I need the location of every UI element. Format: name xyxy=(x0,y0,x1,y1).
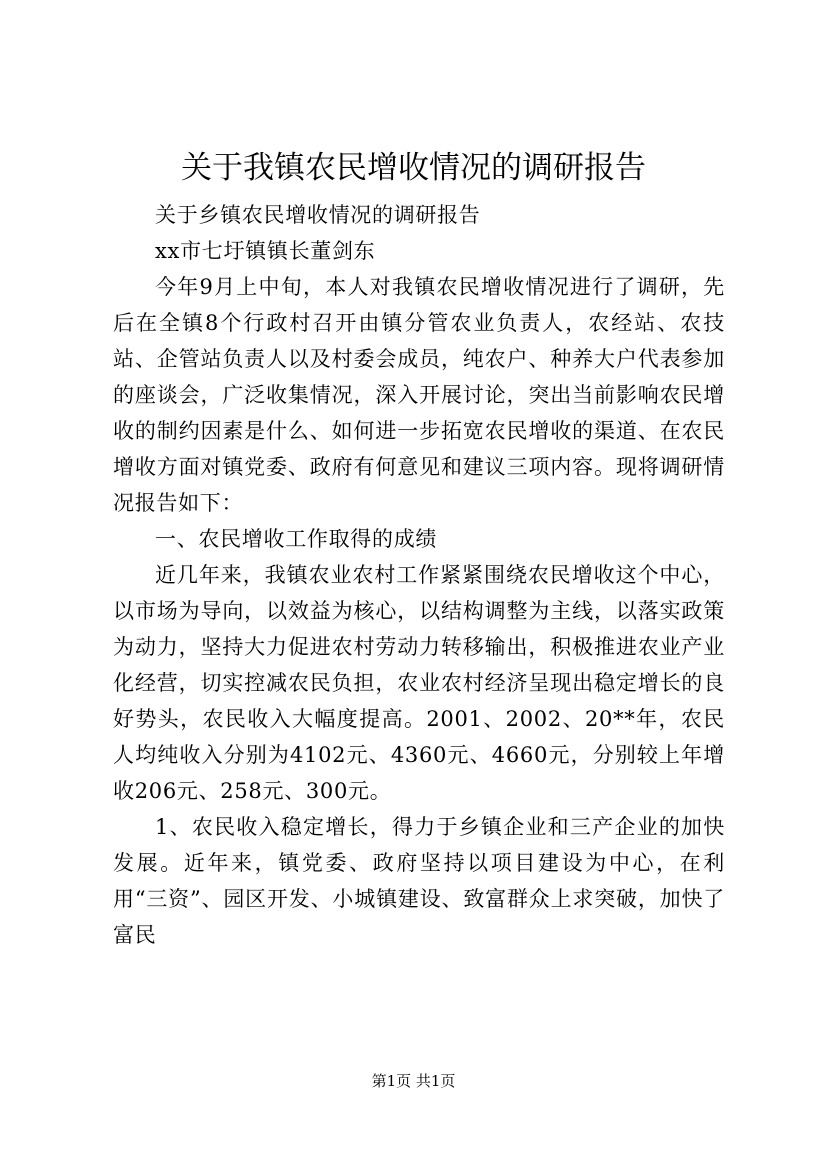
document-body xyxy=(113,197,725,953)
section-heading: 一、农民增收工作取得的成绩 xyxy=(155,527,438,551)
paragraph-achievements: 近几年来，我镇农业农村工作紧紧围绕农民增收这个中心，以市场为导向，以效益为核心，以结构调整为主线，以落实政策为动力，坚持大力促进农村劳动力转移输出，积极推进农业产业化经营，切实控减农民负担，农业农村经济呈现出稳定增长的良好势头，农民收入大幅度提高。2001、2002、20**年，农民人均纯收入分别为4102元、4360元、4660元，分别较上年增收206元、258元、300元。 xyxy=(113,563,725,803)
paragraph-intro: 今年9月上中旬，本人对我镇农民增收情况进行了调研，先后在全镇8个行政村召开由镇分管农业负责人，农经站、农技站、企管站负责人以及村委会成员，纯农户、种养大户代表参加的座谈会，广泛收集情况，深入开展讨论，突出当前影响农民增收的制约因素是什么、如何进一步拓宽农民增收的渠道、在农民增收方面对镇党委、政府有何意见和建议三项内容。现将调研情况报告如下： xyxy=(113,275,725,515)
page-footer: 第1页 共1页 xyxy=(371,1072,456,1090)
paragraph-author: xx市七圩镇镇长董剑东 xyxy=(155,239,376,263)
paragraph-point-1: 1、农民收入稳定增长，得力于乡镇企业和三产企业的加快发展。近年来，镇党委、政府坚持以项目建设为中心，在利用“三资”、园区开发、小城镇建设、致富群众上求突破，加快了富民 xyxy=(113,815,725,947)
paragraph-subtitle: 关于乡镇农民增收情况的调研报告 xyxy=(155,203,481,227)
document-title: 关于我镇农民增收情况的调研报告 xyxy=(181,150,646,186)
